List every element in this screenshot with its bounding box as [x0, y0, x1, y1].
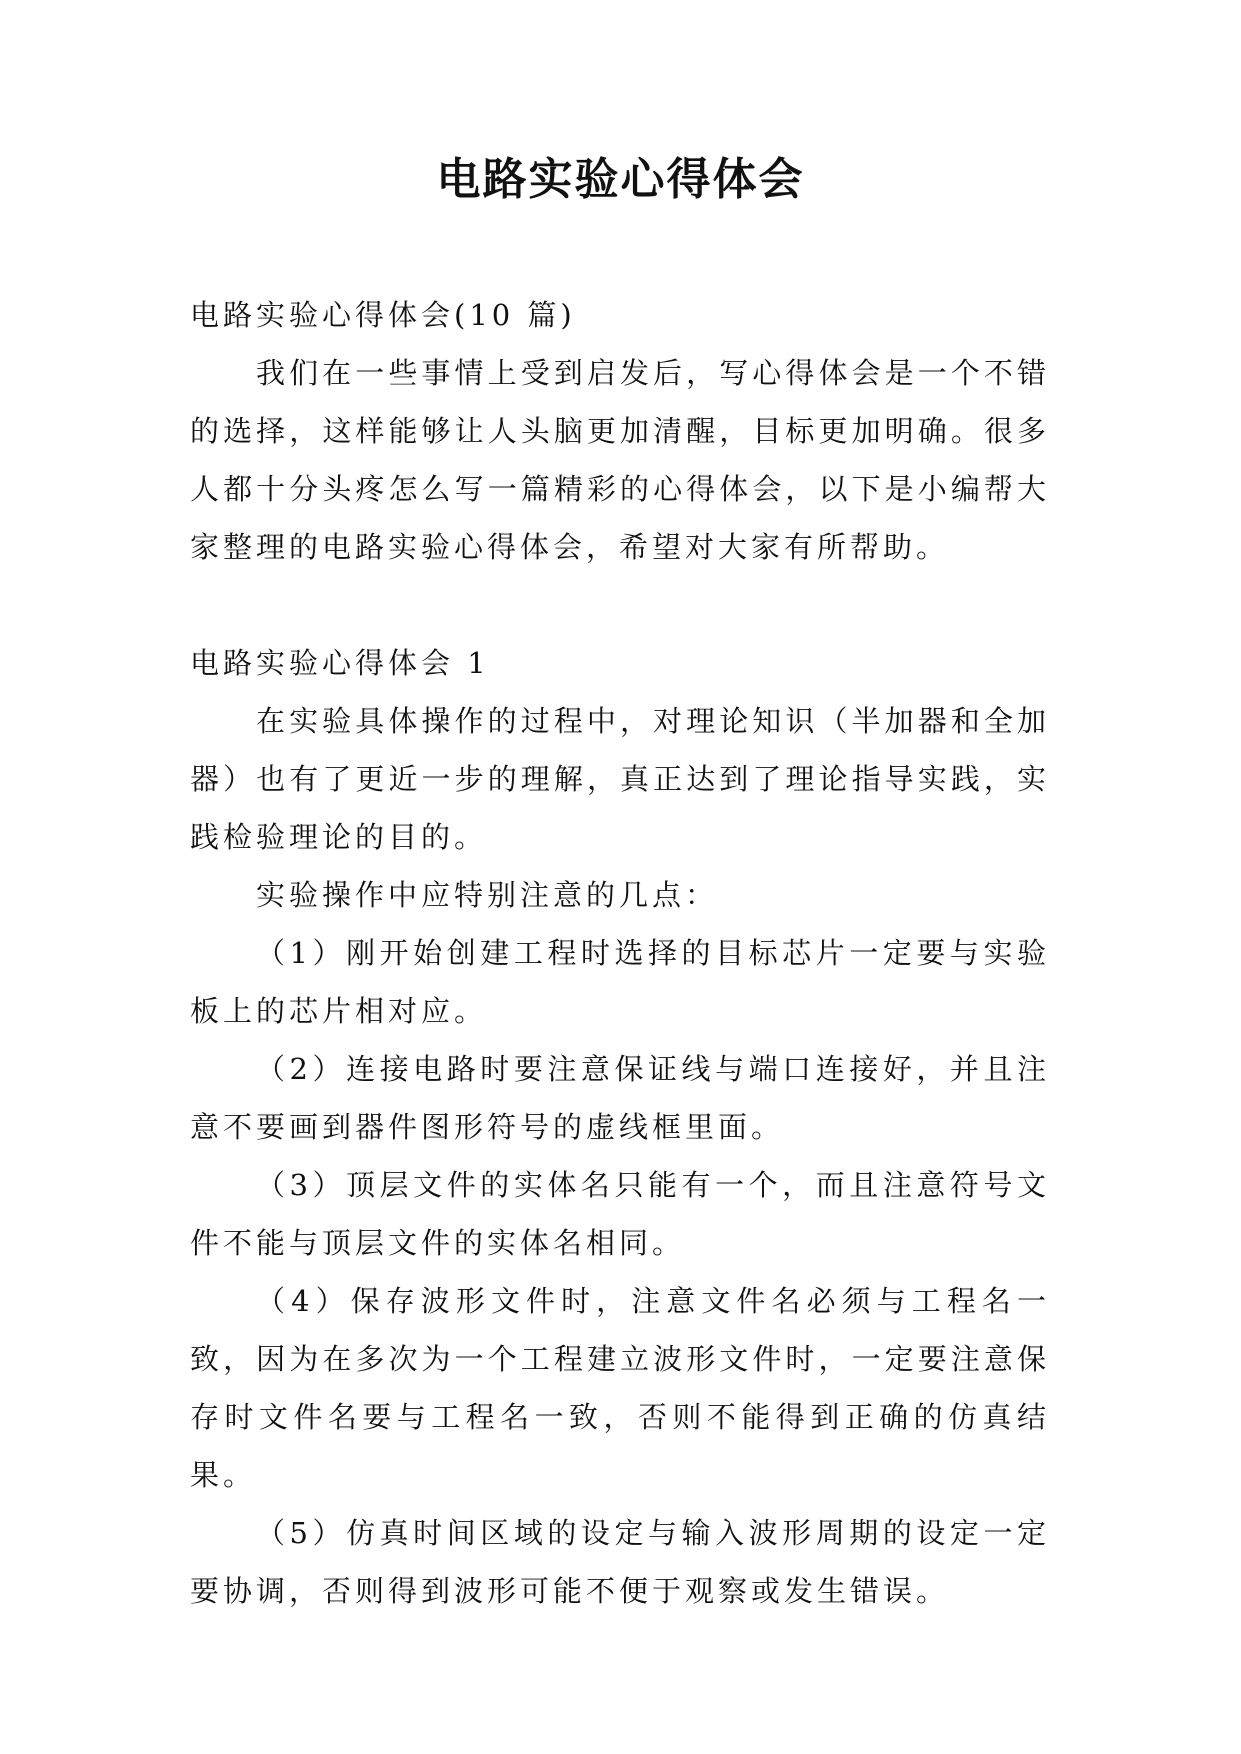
list-item: （1）刚开始创建工程时选择的目标芯片一定要与实验板上的芯片相对应。 [190, 936, 1050, 1028]
document-title: 电路实验心得体会 [436, 154, 805, 205]
list-item: （4）保存波形文件时，注意文件名必须与工程名一致，因为在多次为一个工程建立波形文件时，一定要注意保存时文件名要与工程名一致，否则不能得到正确的仿真结果。 [190, 1284, 1050, 1492]
section-spacer [190, 576, 1050, 634]
list-item: （5）仿真时间区域的设定与输入波形周期的设定一定要协调，否则得到波形可能不便于观察或发生错误。 [190, 1516, 1050, 1608]
list-item: （2）连接电路时要注意保证线与端口连接好，并且注意不要画到器件图形符号的虚线框里面。 [190, 1052, 1050, 1144]
list-item: （3）顶层文件的实体名只能有一个，而且注意符号文件不能与顶层文件的实体名相同。 [190, 1168, 1050, 1260]
document-subtitle: 电路实验心得体会(10 篇) [190, 298, 576, 332]
intro-paragraph: 我们在一些事情上受到启发后，写心得体会是一个不错的选择，这样能够让人头脑更加清醒，目标更加明确。很多人都十分头疼怎么写一篇精彩的心得体会，以下是小编帮大家整理的电路实验心得体会，希望对大家有所帮助。 [190, 356, 1050, 564]
section-paragraph: 实验操作中应特别注意的几点： [256, 878, 719, 912]
section-heading: 电路实验心得体会 1 [190, 646, 490, 680]
section-paragraph: 在实验具体操作的过程中，对理论知识（半加器和全加器）也有了更近一步的理解，真正达到了理论指导实践，实践检验理论的目的。 [190, 704, 1050, 854]
document-body [190, 286, 1050, 1620]
